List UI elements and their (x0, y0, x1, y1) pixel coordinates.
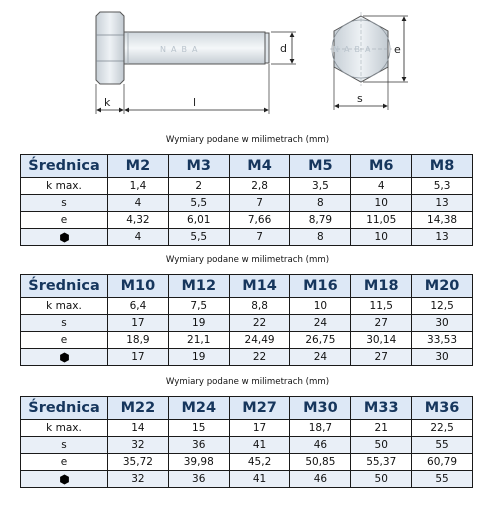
table-cell: 36 (168, 437, 229, 454)
column-header: M18 (351, 275, 412, 298)
table-row-e (21, 212, 473, 229)
column-header: M3 (168, 155, 229, 178)
bolt-dimension-diagram (0, 0, 495, 120)
table-cell: 10 (351, 229, 412, 246)
table-cell: 22 (229, 349, 290, 366)
table-cell: 45,2 (229, 454, 290, 471)
table-cell: 19 (168, 349, 229, 366)
watermark-text: NABA (160, 45, 203, 54)
table-row-s (21, 195, 473, 212)
table-cell: 5,3 (412, 178, 473, 195)
table-cell: 7,5 (168, 298, 229, 315)
table-cell: 26,75 (290, 332, 351, 349)
table-cell: 14,38 (412, 212, 473, 229)
row-label: s (21, 195, 108, 212)
table-cell: 21,1 (168, 332, 229, 349)
table-cell: 21 (351, 420, 412, 437)
table-cell: 1,4 (108, 178, 169, 195)
table-cell: 50 (351, 437, 412, 454)
table-cell: 10 (290, 298, 351, 315)
table-row-wrench (21, 471, 473, 488)
table-cell: 22 (229, 315, 290, 332)
column-header: M5 (290, 155, 351, 178)
table-cell: 30 (412, 349, 473, 366)
dimension-d-label: d (280, 42, 287, 55)
table-header-row (21, 155, 473, 178)
table-cell: 39,98 (168, 454, 229, 471)
table-cell: 11,5 (351, 298, 412, 315)
column-header: M6 (351, 155, 412, 178)
table-cell: 41 (229, 437, 290, 454)
table-cell: 30,14 (351, 332, 412, 349)
row-label: k max. (21, 178, 108, 195)
column-header: M12 (168, 275, 229, 298)
table-cell: 8 (290, 229, 351, 246)
table-row-k (21, 420, 473, 437)
table-cell: 50,85 (290, 454, 351, 471)
table-cell: 17 (108, 349, 169, 366)
table-cell: 12,5 (412, 298, 473, 315)
table-cell: 55 (412, 471, 473, 488)
table-cell: 55,37 (351, 454, 412, 471)
column-header: M4 (229, 155, 290, 178)
table-cell: 4 (351, 178, 412, 195)
column-header: M16 (290, 275, 351, 298)
table-cell: 8,8 (229, 298, 290, 315)
row-label-hex (21, 349, 108, 366)
row-label: k max. (21, 298, 108, 315)
table-cell: 4,32 (108, 212, 169, 229)
table-cell: 8,79 (290, 212, 351, 229)
table-cell: 13 (412, 229, 473, 246)
bolt-side-view (96, 12, 296, 114)
table-cell: 41 (229, 471, 290, 488)
column-header: M14 (229, 275, 290, 298)
dimension-table-m2-m8 (20, 154, 473, 246)
hex-wrench-icon (59, 352, 70, 363)
table-cell: 17 (108, 315, 169, 332)
table-cell: 14 (108, 420, 169, 437)
header-diameter-label: Średnica (21, 155, 108, 178)
column-header: M24 (168, 397, 229, 420)
bolt-head-end-view (330, 12, 408, 110)
column-header: M27 (229, 397, 290, 420)
header-diameter-label: Średnica (21, 397, 108, 420)
table-row-k (21, 298, 473, 315)
hex-wrench-icon (59, 474, 70, 485)
table-cell: 6,01 (168, 212, 229, 229)
row-label-hex (21, 471, 108, 488)
table-cell: 27 (351, 349, 412, 366)
table-cell: 17 (229, 420, 290, 437)
table-cell: 2,8 (229, 178, 290, 195)
table-row-s (21, 315, 473, 332)
table-cell: 19 (168, 315, 229, 332)
row-label: s (21, 315, 108, 332)
dimension-e-label: e (394, 43, 401, 56)
table-row-e (21, 454, 473, 471)
table-cell: 27 (351, 315, 412, 332)
table-row-wrench (21, 229, 473, 246)
dimension-table-m10-m20 (20, 274, 473, 366)
table-caption: Wymiary podane w milimetrach (mm) (165, 255, 330, 265)
dimension-k-label: k (104, 96, 111, 109)
table-cell: 7,66 (229, 212, 290, 229)
table-cell: 6,4 (108, 298, 169, 315)
column-header: M10 (108, 275, 169, 298)
table-cell: 50 (351, 471, 412, 488)
table-cell: 35,72 (108, 454, 169, 471)
table-cell: 24 (290, 315, 351, 332)
table-cell: 3,5 (290, 178, 351, 195)
table-cell: 55 (412, 437, 473, 454)
column-header: M30 (290, 397, 351, 420)
table-caption: Wymiary podane w milimetrach (mm) (165, 377, 330, 387)
table-cell: 15 (168, 420, 229, 437)
table-cell: 11,05 (351, 212, 412, 229)
row-label: e (21, 212, 108, 229)
watermark-text-2: NABA (333, 45, 376, 54)
table-cell: 33,53 (412, 332, 473, 349)
table-cell: 32 (108, 437, 169, 454)
table-row-s (21, 437, 473, 454)
dimension-table-m22-m36 (20, 396, 473, 488)
row-label: s (21, 437, 108, 454)
column-header: M33 (351, 397, 412, 420)
table-cell: 5,5 (168, 195, 229, 212)
table-cell: 24 (290, 349, 351, 366)
table-cell: 13 (412, 195, 473, 212)
table-caption: Wymiary podane w milimetrach (mm) (165, 135, 330, 145)
table-cell: 7 (229, 195, 290, 212)
table-cell: 18,9 (108, 332, 169, 349)
table-cell: 60,79 (412, 454, 473, 471)
table-cell: 46 (290, 437, 351, 454)
row-label-hex (21, 229, 108, 246)
column-header: M8 (412, 155, 473, 178)
table-cell: 2 (168, 178, 229, 195)
table-cell: 36 (168, 471, 229, 488)
table-cell: 24,49 (229, 332, 290, 349)
hex-wrench-icon (59, 232, 70, 243)
row-label: e (21, 332, 108, 349)
column-header: M2 (108, 155, 169, 178)
table-header-row (21, 275, 473, 298)
table-cell: 8 (290, 195, 351, 212)
dimension-s-label: s (357, 92, 363, 105)
dimension-l-label: l (193, 96, 197, 109)
table-cell: 22,5 (412, 420, 473, 437)
table-cell: 46 (290, 471, 351, 488)
table-cell: 18,7 (290, 420, 351, 437)
table-cell: 4 (108, 229, 169, 246)
column-header: M20 (412, 275, 473, 298)
table-row-k (21, 178, 473, 195)
column-header: M36 (412, 397, 473, 420)
table-header-row (21, 397, 473, 420)
table-row-wrench (21, 349, 473, 366)
table-cell: 10 (351, 195, 412, 212)
column-header: M22 (108, 397, 169, 420)
table-cell: 32 (108, 471, 169, 488)
table-cell: 7 (229, 229, 290, 246)
table-cell: 5,5 (168, 229, 229, 246)
row-label: k max. (21, 420, 108, 437)
row-label: e (21, 454, 108, 471)
table-cell: 30 (412, 315, 473, 332)
header-diameter-label: Średnica (21, 275, 108, 298)
table-row-e (21, 332, 473, 349)
table-cell: 4 (108, 195, 169, 212)
